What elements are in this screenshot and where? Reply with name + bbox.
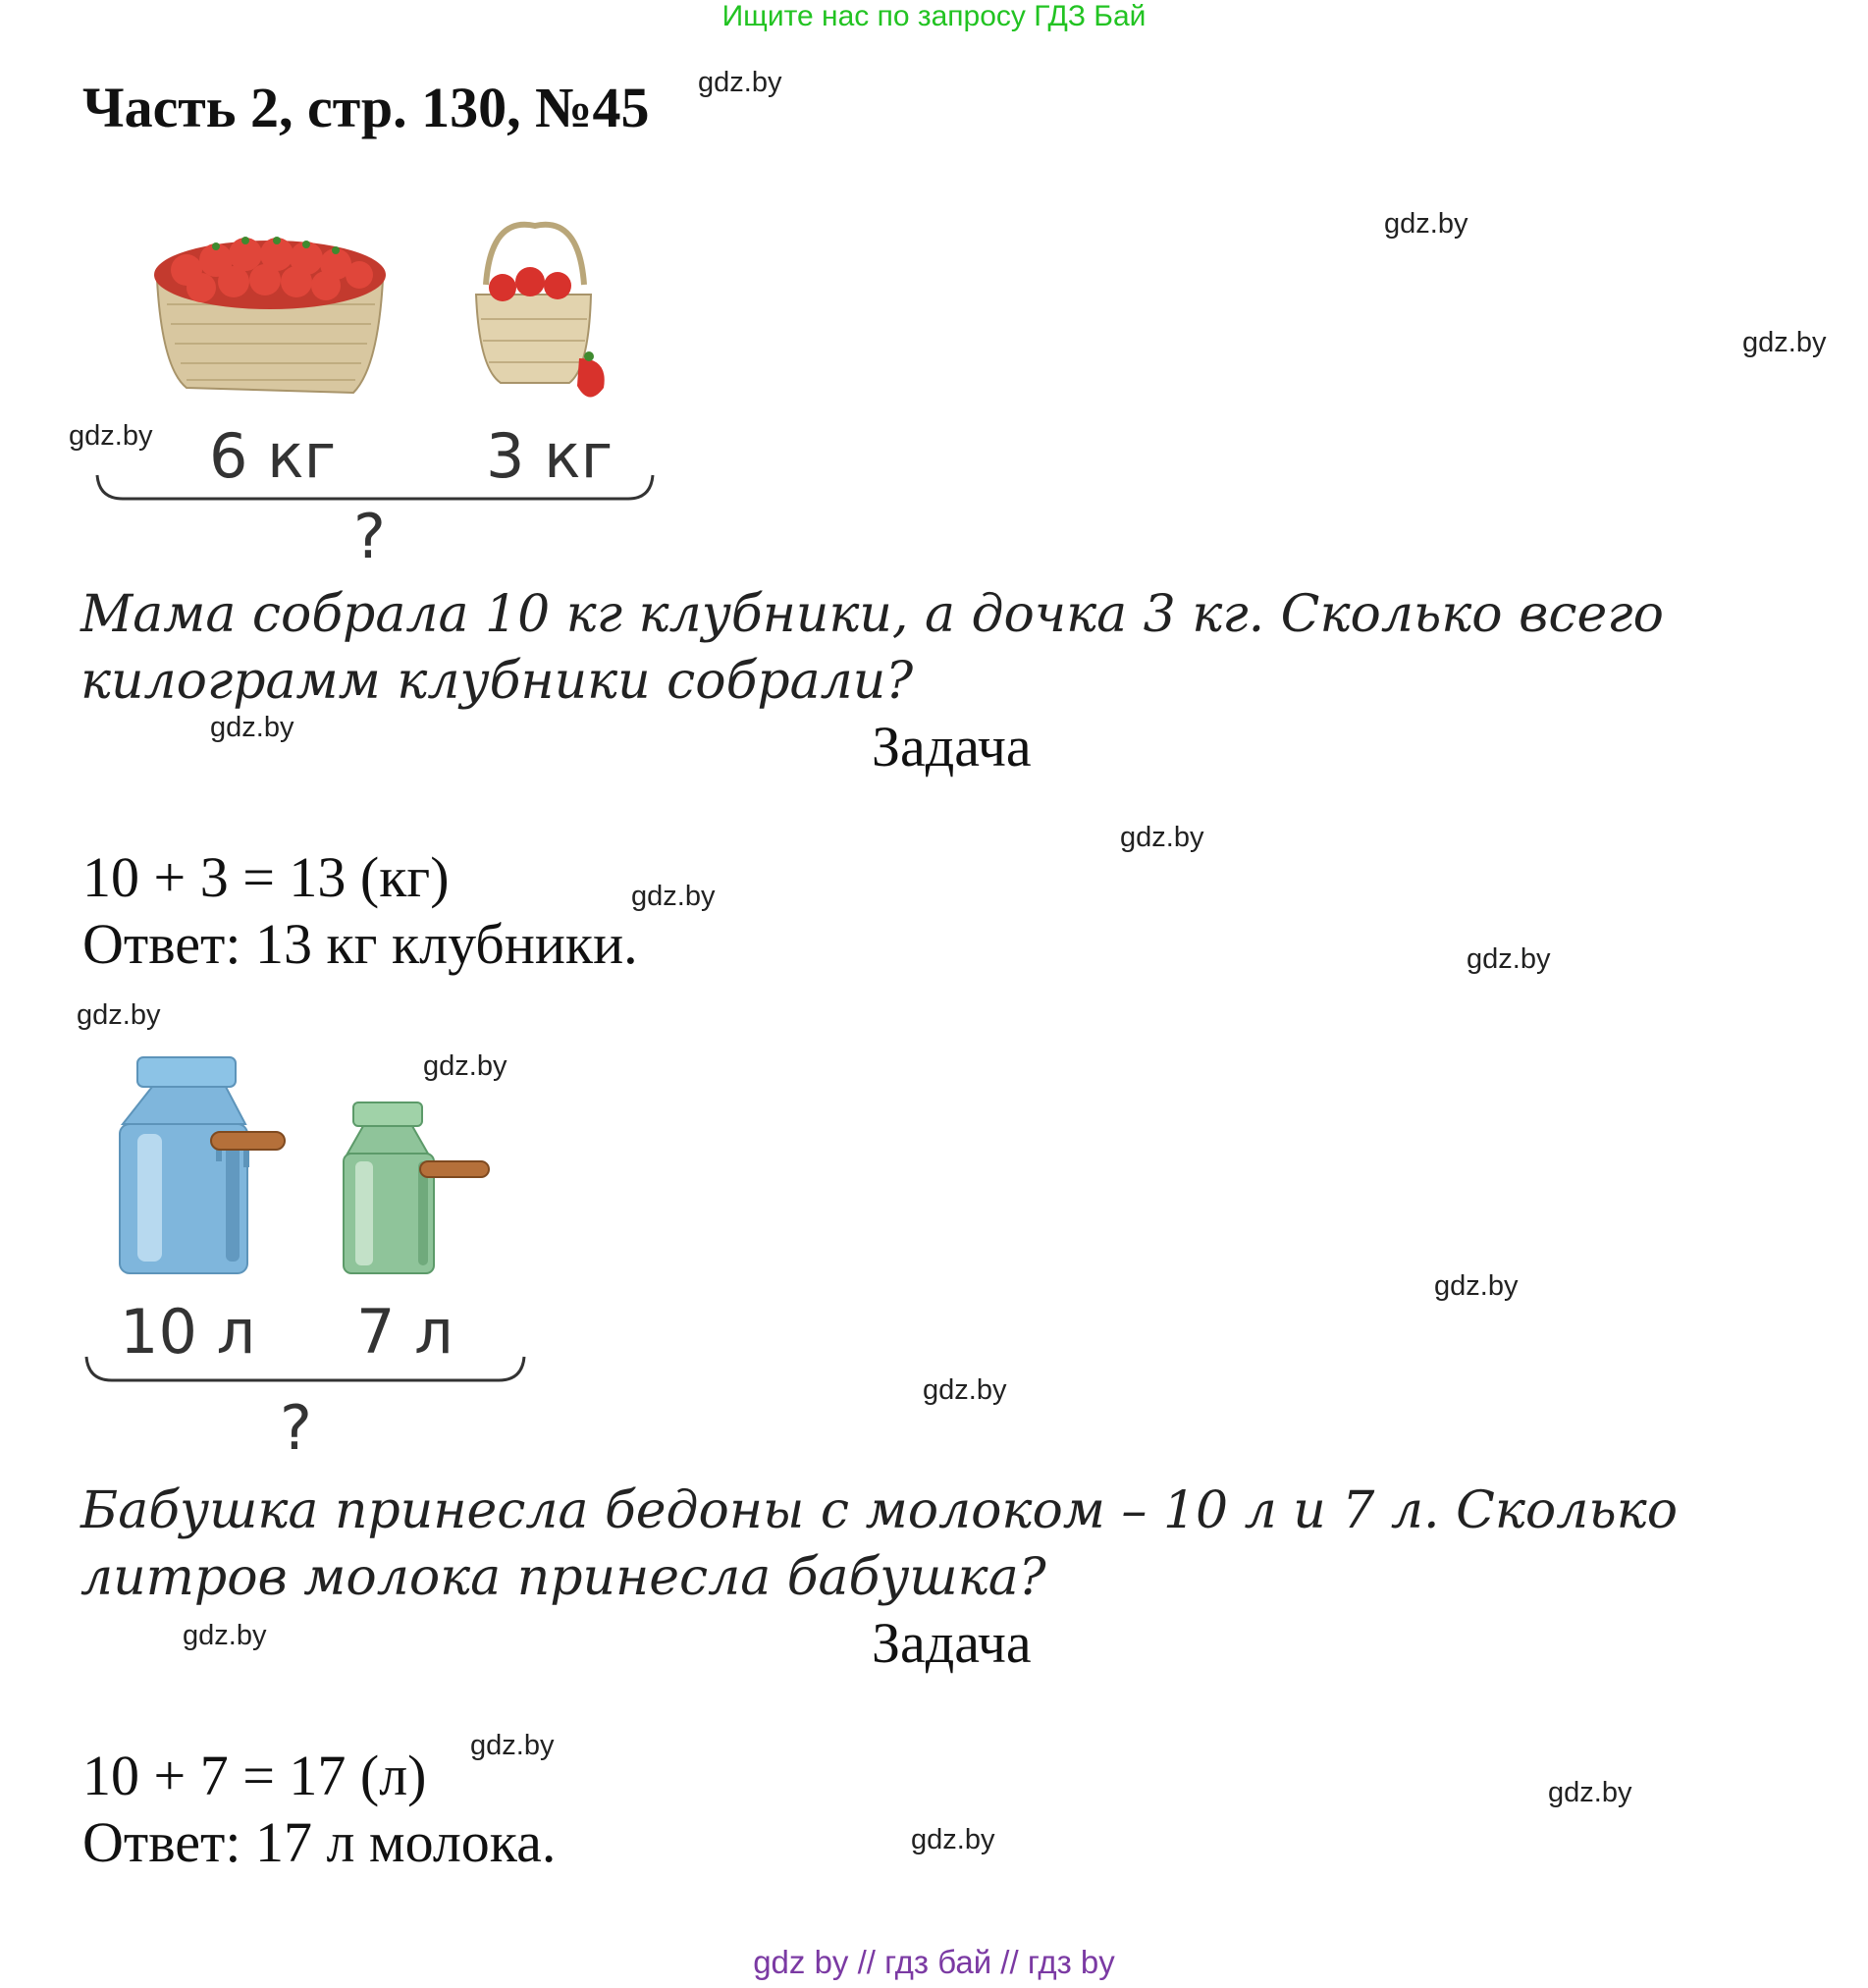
problem-text: Мама собрала 10 кг клубники, а дочка 3 кг. Сколько всего килограмм клубники собрали? bbox=[80, 585, 1664, 711]
watermark: gdz.by bbox=[470, 1730, 555, 1761]
solution-equation: 10 + 3 = 13 (кг) bbox=[82, 845, 450, 909]
footer-links[interactable]: gdz by // гдз бай // гдз by bbox=[753, 1944, 1115, 1980]
watermark: gdz.by bbox=[1548, 1777, 1632, 1808]
page-title: Часть 2, стр. 130, №45 bbox=[82, 76, 650, 139]
watermark: gdz.by bbox=[77, 999, 161, 1031]
small-basket-icon bbox=[476, 225, 605, 398]
watermark: gdz.by bbox=[183, 1620, 267, 1651]
watermark: gdz.by bbox=[1742, 327, 1827, 358]
volume-label-left: 10 л bbox=[120, 1296, 256, 1368]
weight-label-left: 6 кг bbox=[209, 420, 337, 492]
watermark: gdz.by bbox=[1467, 943, 1551, 975]
volume-label-right: 7 л bbox=[356, 1296, 454, 1368]
watermark: gdz.by bbox=[911, 1824, 995, 1855]
task-heading: Задача bbox=[872, 1611, 1032, 1675]
watermark: gdz.by bbox=[1434, 1270, 1519, 1302]
solution-answer: Ответ: 17 л молока. bbox=[82, 1810, 557, 1874]
total-brace-icon bbox=[82, 1353, 530, 1392]
problem-text: Бабушка принесла бедоны с молоком – 10 л и 7 л. Сколько литров молока принесла бабушка? bbox=[80, 1481, 1679, 1607]
milk-cans-illustration bbox=[108, 1055, 520, 1281]
watermark: gdz.by bbox=[698, 67, 782, 98]
weight-label-right: 3 кг bbox=[486, 420, 614, 492]
question-mark: ? bbox=[353, 501, 386, 572]
watermark: gdz.by bbox=[1384, 208, 1468, 240]
watermark: gdz.by bbox=[923, 1374, 1007, 1406]
solution-equation: 10 + 7 = 17 (л) bbox=[82, 1744, 427, 1807]
question-mark: ? bbox=[280, 1392, 312, 1464]
watermark: gdz.by bbox=[631, 881, 716, 912]
watermark: gdz.by bbox=[210, 712, 294, 743]
top-banner[interactable]: Ищите нас по запросу ГДЗ Бай bbox=[721, 0, 1147, 32]
watermark: gdz.by bbox=[423, 1050, 507, 1082]
task-heading: Задача bbox=[872, 715, 1032, 779]
strawberry-baskets-illustration bbox=[147, 221, 658, 407]
watermark: gdz.by bbox=[69, 420, 153, 452]
blue-milk-can-icon bbox=[120, 1057, 285, 1273]
green-milk-can-icon bbox=[344, 1102, 489, 1273]
big-basket-icon bbox=[154, 237, 386, 393]
watermark: gdz.by bbox=[1120, 822, 1204, 853]
solution-answer: Ответ: 13 кг клубники. bbox=[82, 912, 638, 976]
